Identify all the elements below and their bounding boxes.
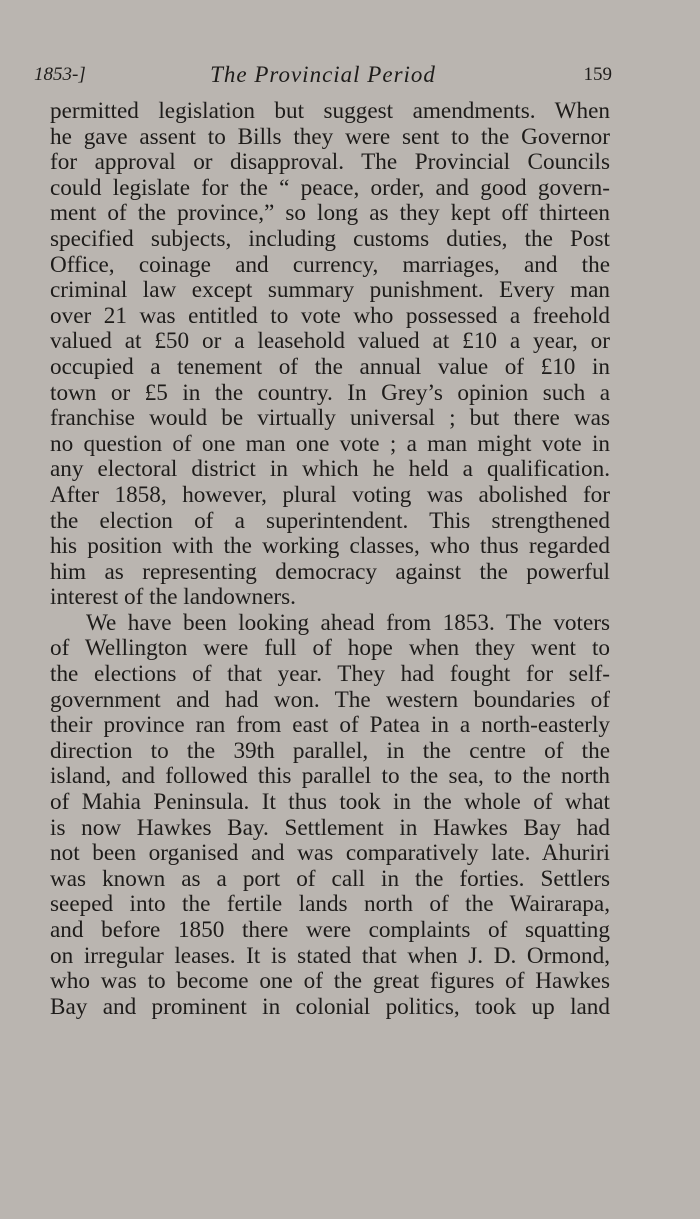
text-line: and before 1850 there were complaints of squatting [50,917,610,943]
text-line: town or £5 in the country. In Grey’s opinion such a [50,379,610,406]
text-line: government and had won. The western boundaries of [50,686,610,713]
text-line: permitted legislation but suggest amendments. When [50,98,610,124]
text-line: criminal law except summary punishment. Every man [50,277,610,304]
text-line: no question of one man one vote ; a man might vote in [50,430,610,457]
running-head-title: The Provincial Period [210,62,436,87]
text-line: the elections of that year. They had fought for self- [50,661,610,688]
text-line: Office, coinage and currency, marriages, and the [50,251,610,278]
text-line: specified subjects, including customs duties, the Post [50,225,610,252]
text-line: who was to become one of the great figures of Hawkes [50,968,610,995]
text-line: not been organised and was comparatively late. Ahuriri [50,840,610,867]
text-line: for approval or disapproval. The Provincial Councils [50,149,610,176]
text-line: him as representing democracy against the powerful [50,558,610,585]
text-line: Bay and prominent in colonial politics, took up land [50,993,610,1020]
text-line: ment of the province,” so long as they kept off thirteen [50,200,610,227]
text-line: he gave assent to Bills they were sent to the Governor [50,123,610,150]
paragraph-1 [50,99,610,611]
text-line: could legislate for the “ peace, order, and good govern- [50,174,610,201]
text-line: over 21 was entitled to vote who possessed a freehold [50,302,610,329]
text-line: on irregular leases. It is stated that when J. D. Ormond, [50,942,610,969]
text-line: valued at £50 or a leasehold valued at £10 a year, or [50,328,610,355]
text-line: interest of the landowners. [50,584,296,611]
text-line: of Mahia Peninsula. It thus took in the whole of what [50,789,610,816]
text-line: his position with the working classes, who thus regarded [50,533,610,560]
text-line: was known as a port of call in the forties. Settlers [50,865,610,892]
body-text [50,99,610,1020]
page-number: 159 [583,64,612,85]
text-line: seeped into the fertile lands north of the Wairarapa, [50,891,610,918]
text-line: direction to the 39th parallel, in the centre of the [50,737,610,764]
text-line: We have been looking ahead from 1853. The voters [86,609,610,636]
text-line: franchise would be virtually universal ; but there was [50,405,610,432]
running-head [34,62,612,92]
text-line: After 1858, however, plural voting was abolished for [50,481,610,508]
text-line: occupied a tenement of the annual value of £10 in [50,353,610,380]
text-line: their province ran from east of Patea in a north-easterly [50,712,610,739]
running-head-year: 1853-] [34,64,86,85]
text-line: any electoral district in which he held a qualification. [50,456,610,483]
text-line: island, and followed this parallel to the sea, to the north [50,763,610,790]
text-line: is now Hawkes Bay. Settlement in Hawkes Bay had [50,814,610,841]
text-line: of Wellington were full of hope when they went to [50,635,610,662]
text-line: the election of a superintendent. This strengthened [50,507,610,534]
paragraph-2 [50,611,610,1021]
